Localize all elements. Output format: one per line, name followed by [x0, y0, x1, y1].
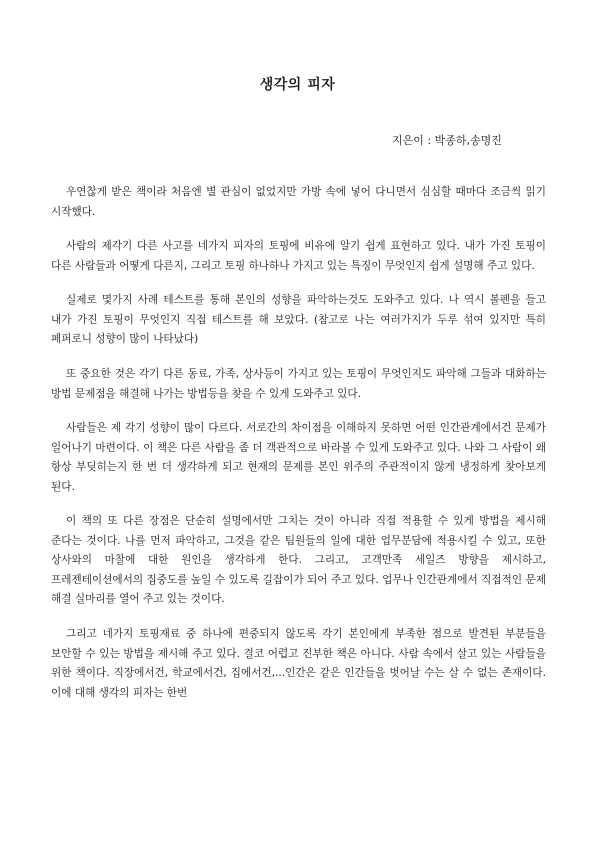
paragraph: 실제로 몇가지 사례 테스트를 통해 본인의 성향을 파악하는것도 도와주고 있다. 나 역시 볼펜을 들고 내가 가진 토핑이 무엇인지 직접 테스트를 해 보았다. (참고로 나는 여러가지가 두루 섞여 있지만 특히 페퍼로니 성향이 많이 나타났다)	[51, 294, 546, 346]
document-body	[51, 183, 546, 718]
paragraph: 또 중요한 것은 각기 다른 동료, 가족, 상사등이 가지고 있는 토핑이 무엇인지도 파악해 그들과 대화하는 방법 문제점을 해결해 나가는 방법등을 찾을 수 있게 도와주고 있다.	[51, 368, 546, 400]
document-title: 생각의 피자	[259, 77, 336, 93]
paragraph: 사람들은 제 각기 성향이 많이 다르다. 서로간의 차이점을 이해하지 못하면 어떤 인간관계에서건 문제가 일어나기 마련이다. 이 책은 다른 사람을 좀 더 객관적으로 바라볼 수 있게 도와주고 있다. 나와 그 사람이 왜 항상 부딪히는지 한 번 더 생각하게 되고 현재의 문제를 본인 위주의 주관적이지 않게 냉정하게 찾아보게 된다.	[51, 422, 546, 493]
paragraph: 사람의 제각기 다른 사고를 네가지 피자의 토핑에 비유에 알기 쉽게 표현하고 있다. 내가 가진 토핑이 다른 사람들과 어떻게 다른지, 그리고 토핑 하나하나 가지고 있는 특징이 무엇인지 쉽게 설명해 주고 있다.	[51, 240, 546, 272]
author-line: 지은이 : 박종하,송명진	[392, 134, 502, 147]
paragraph: 우연찮게 받은 책이라 처음엔 별 관심이 없었지만 가방 속에 넣어 다니면서 심심할 때마다 조금씩 읽기 시작했다.	[51, 186, 546, 218]
paragraph: 그리고 네가지 토핑재료 중 하나에 편중되지 않도록 각기 본인에게 부족한 점으로 발견된 부분들을 보안할 수 있는 방법을 제시해 주고 있다. 결코 어렵고 진부한 책은 아니다. 사람 속에서 살고 있는 사람들을 위한 책이다. 직장에서건, 학교에서건, 집에서건,...인간은 같은 인간들을 벗어날 수는 살 수 없는 존재이다. 이에 대해 생각의 피자는 한번	[51, 628, 546, 699]
paragraph: 이 책의 또 다른 장점은 단순히 설명에서만 그치는 것이 아니라 직접 적용할 수 있게 방법을 제시해 준다는 것이다. 나를 먼저 파악하고, 그것을 같은 팀원들의 일에 대한 업무분담에 적용시킬 수 있고, 또한 상사와의 마찰에 대한 원인을 생각하게 한다. 그리고, 고객만족 세일즈 방향을 제시하고, 프레젠테이션에서의 집중도를 높일 수 있도록 길잡이가 되어 주고 있다. 업무나 인간관계에서 직접적인 문제 해결 실마리를 열어 주고 있는 것이다.	[51, 515, 546, 606]
